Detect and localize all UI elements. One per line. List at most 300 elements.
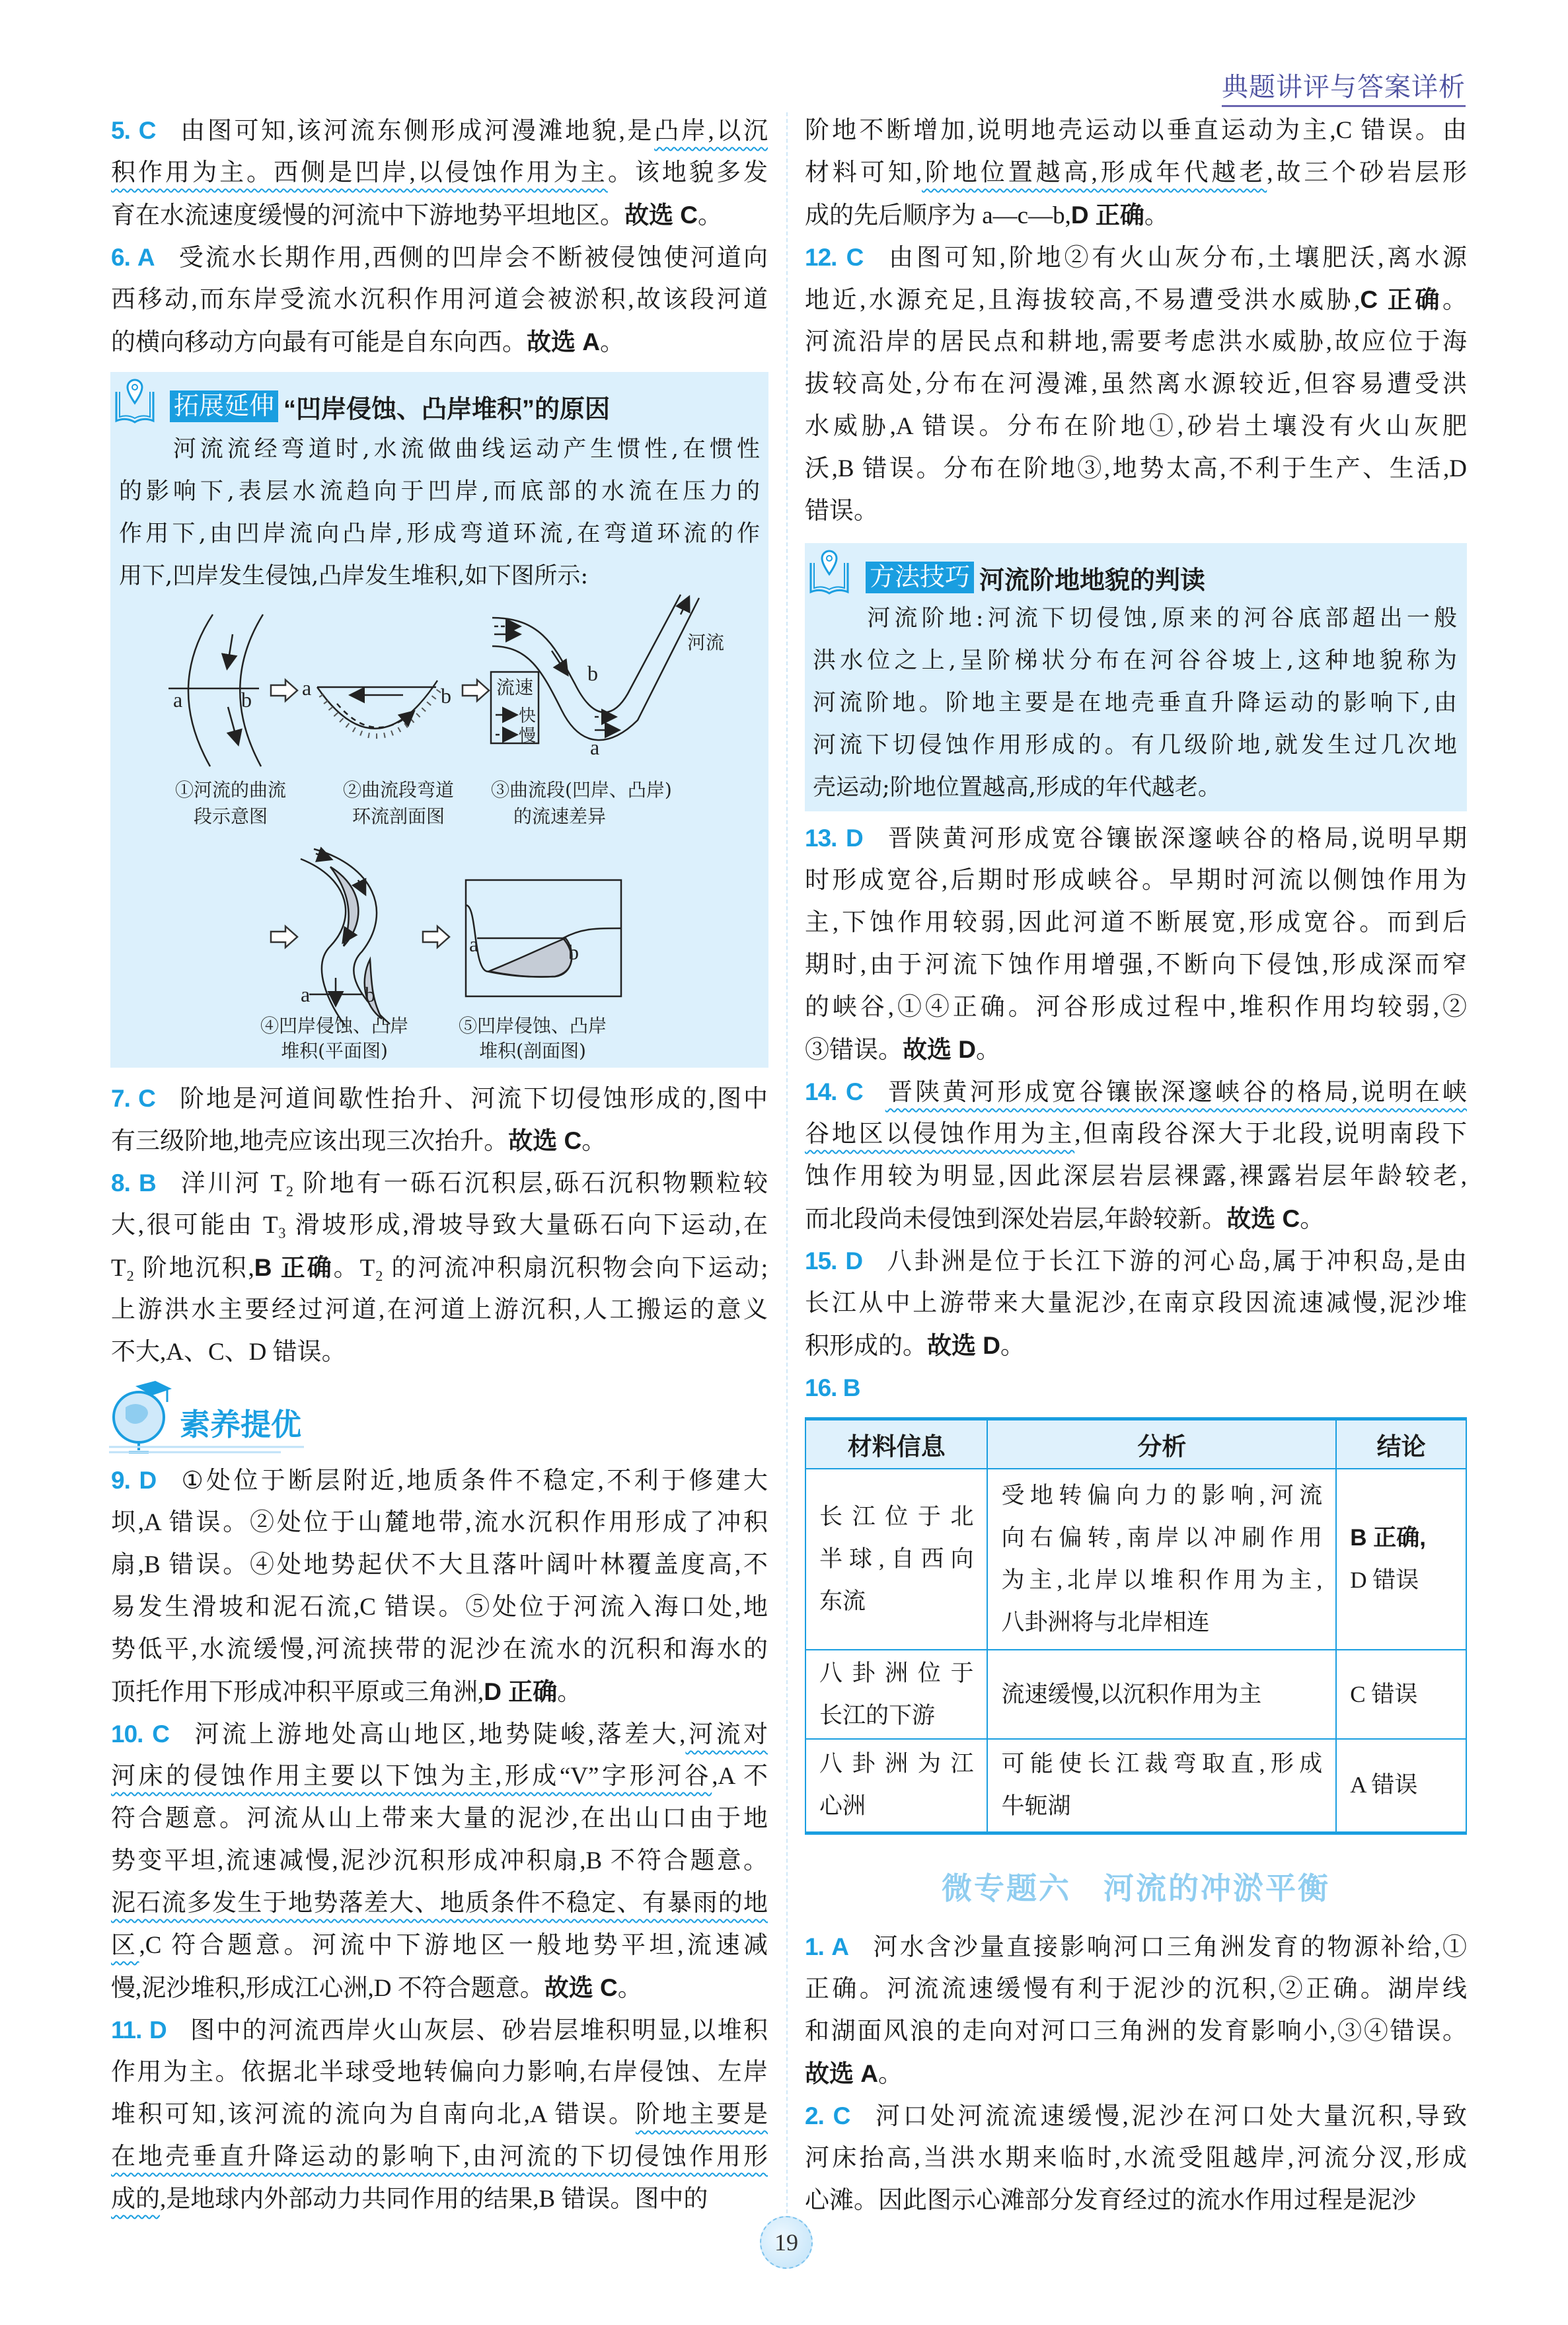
- answer-emphasis: D 正确: [484, 1678, 558, 1705]
- text-line: [111, 1162, 768, 1204]
- extension-body: [119, 428, 760, 597]
- text-run: 图中的河流西岸火山灰层、砂岩层堆积明显,以堆积: [188, 2017, 768, 2044]
- text-run: 洪水位之上,呈阶梯状分布在河谷谷坡上,这种地貌称为: [813, 647, 1457, 674]
- text-run: 由图可知,阶地②有火山灰分布,土壤肥沃,离水源: [885, 244, 1467, 272]
- text-run: 八卦洲位于: [819, 1660, 974, 1686]
- text-run: 阶地不断增加,说明地壳运动以垂直运动为主,C 错误。由: [805, 117, 1467, 144]
- text-run: 长江从中上游带来大量泥沙,在南京段因流速减慢,泥沙堆: [805, 1290, 1467, 1317]
- meander-figure: [110, 581, 768, 1068]
- text-run: D 错误: [1350, 1567, 1419, 1593]
- text-run: ,A 不: [712, 1763, 768, 1790]
- legend-fast: 快: [519, 706, 537, 725]
- text-line: [111, 1798, 768, 1840]
- text-line: [1001, 1743, 1322, 1785]
- text-run: 时形成宽谷,后期时形成峡谷。早期时河流以侧蚀作用为: [805, 867, 1467, 894]
- text-run: 流速缓慢,以沉积作用为主: [1001, 1681, 1262, 1707]
- figure-caption: 段示意图: [193, 805, 268, 827]
- text-line: [805, 448, 1467, 490]
- text-line: [1350, 1559, 1452, 1602]
- text-run: 有三级阶地,地壳应该出现三次抬升。: [111, 1128, 509, 1155]
- text-run: A 错误: [1350, 1772, 1418, 1798]
- answer-q13: [805, 817, 1467, 1071]
- answer-label: 15. D: [805, 1247, 863, 1274]
- text-run: 。: [1442, 287, 1467, 314]
- text-run: 坝,A 错误。②处位于山麓地带,流水沉积作用形成了冲积: [111, 1509, 768, 1536]
- figure-caption: ⑤凹岸侵蚀、凸岸: [458, 1015, 607, 1037]
- text-line: [805, 2053, 1467, 2095]
- answer-q9: [111, 1459, 768, 1713]
- text-run: 心滩。因此图示心滩部分发育经过的流水作用过程是泥沙: [805, 2187, 1416, 2214]
- table-row: [805, 1739, 1466, 1833]
- answer-label: 2. C: [805, 2102, 850, 2129]
- text-run: 洋川河 T₂ 阶地有一砾石沉积层,砾石沉积物颗粒较: [178, 1170, 768, 1197]
- answer-q16: [805, 1367, 1467, 1409]
- text-line: [805, 406, 1467, 448]
- text-run: ,故三个砂岩层形: [1267, 159, 1467, 186]
- text-run: 大,很可能由 T₃ 滑坡形成,滑坡导致大量砾石向下运动,在: [111, 1212, 768, 1239]
- text-run: 顶托作用下形成冲积平原或三角洲,: [111, 1679, 484, 1706]
- extension-tag: 拓展延伸: [170, 390, 278, 422]
- text-run: 堆积可知,该河流的流向为自南向北,A 错误。: [111, 2101, 636, 2128]
- text-line: [111, 1755, 768, 1798]
- text-line: [805, 2137, 1467, 2180]
- book-pin-icon: [809, 548, 850, 596]
- answer-emphasis: B 正确: [254, 1254, 334, 1281]
- text-line: [805, 110, 1467, 152]
- text-run: 受流水长期作用,西侧的凹岸会不断被侵蚀使河道向: [176, 244, 768, 272]
- text-run: 可能使长江裁弯取直,形成: [1001, 1751, 1323, 1777]
- text-line: [819, 1652, 973, 1695]
- analysis-cell: [987, 1739, 1336, 1833]
- text-run: 作用下,由凹岸流向凸岸,形成弯道环流,在弯道环流的作: [119, 521, 760, 547]
- text-line: [805, 1029, 1467, 1071]
- answer-q7: [111, 1078, 768, 1162]
- text-run: 受地转偏向力的影响,河流: [1001, 1483, 1323, 1508]
- text-run: 。: [698, 202, 722, 229]
- figure-label-b: b: [241, 688, 252, 712]
- text-line: [119, 428, 760, 470]
- micro-topic-title: 微专题六 河流的冲淤平衡: [942, 1871, 1330, 1905]
- analysis-cell: [987, 1469, 1336, 1650]
- text-line: [1001, 1674, 1322, 1716]
- answer-label: 16. B: [805, 1374, 860, 1401]
- answer-emphasis: 故选 C: [508, 1127, 582, 1154]
- text-run: 符合题意。河流从山上带来大量的泥沙,在出山口由于地: [111, 1805, 768, 1832]
- text-run: ,C 符合题意。河流中下游地区一般地势平坦,流速减: [139, 1932, 768, 1959]
- answer-label: 8. B: [111, 1169, 156, 1197]
- answer-label: 11. D: [111, 2016, 167, 2044]
- figure-label-a: a: [301, 982, 311, 1006]
- text-run: ,是地球内外部动力共同作用的结果,B 错误。图中的: [160, 2186, 708, 2213]
- text-line: [805, 2095, 1467, 2137]
- analysis-cell: [987, 1650, 1336, 1739]
- text-line: [819, 1538, 973, 1580]
- next-arrow-icon: [423, 926, 449, 947]
- text-line: [111, 1289, 768, 1331]
- answer-label: 5. C: [111, 117, 156, 144]
- text-line: [805, 194, 1467, 237]
- text-run: 长江的下游: [819, 1702, 936, 1728]
- table-row: [805, 1650, 1466, 1739]
- text-run: ①处位于断层附近,地质条件不稳定,不利于修建大: [178, 1467, 768, 1495]
- method-box: [805, 543, 1467, 811]
- text-run: 。: [1000, 1333, 1025, 1360]
- figure-label-b: b: [441, 684, 451, 708]
- text-run: 河口处河流流速缓慢,泥沙在河口处大量沉积,导致: [872, 2103, 1467, 2130]
- text-run: 扇,B 错误。④处地势起伏不大且落叶阔叶林覆盖度高,不: [111, 1551, 768, 1578]
- text-run: 和湖面风浪的走向对河口三角洲的发育影响小,③④错误。: [805, 2018, 1467, 2045]
- text-run: 长江位于北: [819, 1504, 974, 1530]
- text-run: 晋陕黄河形成宽谷镶嵌深邃峡谷的格局,说明早期: [885, 825, 1467, 852]
- figure-label-b: b: [365, 982, 375, 1006]
- text-run: 材料可知,: [805, 159, 922, 186]
- text-line: [111, 2051, 768, 2094]
- answer-label: 7. C: [111, 1085, 155, 1112]
- text-line: [813, 640, 1457, 682]
- key-point-underline: 区: [111, 1932, 139, 1959]
- material-cell: [805, 1739, 987, 1833]
- text-line: [805, 279, 1467, 321]
- text-run: 河流流经弯道时,水流做曲线运动产生惯性,在惯性: [119, 436, 760, 462]
- text-run: 牛轭湖: [1001, 1793, 1071, 1820]
- figure-caption: ④凹岸侵蚀、凸岸: [260, 1015, 409, 1037]
- book-pin-icon: [114, 377, 155, 425]
- figure-label-b: b: [587, 661, 598, 685]
- text-run: T₂ 阶地沉积,: [111, 1255, 254, 1282]
- text-line: [111, 321, 768, 363]
- answer-q8: [111, 1162, 768, 1374]
- text-line: [1350, 1674, 1452, 1716]
- column-header: 分析: [987, 1419, 1336, 1469]
- answer-q6: [111, 237, 768, 363]
- text-line: [111, 1078, 768, 1120]
- text-line: [805, 2011, 1467, 2053]
- text-line: [111, 1882, 768, 1925]
- key-point-underline: 阶地位置越高,形成年代越老: [921, 159, 1267, 186]
- text-run: 。: [1300, 1206, 1325, 1233]
- text-run: 期时,由于河流下蚀作用增强,不断向下侵蚀,形成深而窄: [805, 951, 1467, 978]
- text-line: [111, 2178, 768, 2221]
- key-point-underline: 河床的侵蚀作用主要以下蚀为主,形成“V”字形河谷: [111, 1763, 712, 1790]
- text-run: 心洲: [819, 1793, 866, 1820]
- text-line: [111, 1331, 768, 1374]
- conclusion-cell: [1336, 1739, 1466, 1833]
- text-line: [111, 1840, 768, 1882]
- text-line: [111, 1925, 768, 1967]
- answer-emphasis: 故选 C: [624, 202, 698, 229]
- text-line: [813, 597, 1457, 640]
- answer-label: 6. A: [111, 244, 155, 271]
- text-line: [1001, 1559, 1322, 1602]
- text-line: [819, 1785, 973, 1827]
- text-run: 蚀作用较为明显,因此深层岩层裸露,裸露岩层年龄较老,: [805, 1163, 1467, 1190]
- text-line: [805, 986, 1467, 1029]
- key-point-underline: 成的: [111, 2186, 160, 2213]
- text-line: [805, 321, 1467, 363]
- text-run: 由图可知,该河流东侧形成河漫滩地貌,是: [178, 118, 655, 145]
- text-run: 而北段尚未侵蚀到深处岩层,年龄较新。: [805, 1206, 1227, 1233]
- text-line: [1001, 1517, 1322, 1559]
- answer-emphasis: C 正确: [1360, 286, 1443, 313]
- key-point-underline: 泥石流多发生于地势落差大、地质条件不稳定、有暴雨的地: [111, 1890, 768, 1917]
- text-run: 向右偏转,南岸以冲刷作用: [1001, 1525, 1323, 1551]
- text-run: 用下,凹岸发生侵蚀,凸岸发生堆积,如下图所示:: [119, 563, 589, 589]
- text-run: 河流沿岸的居民点和耕地,需要考虑洪水威胁,故应位于海: [805, 328, 1467, 355]
- text-run: 地近,水源充足,且海拔较高,不易遭受洪水威胁,: [805, 287, 1361, 314]
- answer-label: 14. C: [805, 1078, 863, 1105]
- text-run: 河水含沙量直接影响河口三角洲发育的物源补给,①: [870, 1934, 1467, 1961]
- figure-label-a: a: [302, 676, 312, 700]
- answer-emphasis: 故选 C: [1226, 1205, 1300, 1232]
- text-line: [111, 1586, 768, 1629]
- next-arrow-icon: [463, 680, 489, 701]
- answer-q5: [111, 110, 768, 237]
- text-run: 的横向移动方向最有可能是自东向西。: [111, 329, 527, 356]
- text-run: 。: [581, 1128, 607, 1155]
- q16-analysis-table: [805, 1417, 1467, 1835]
- text-run: 水威胁,A 错误。分布在阶地①,砂岩土壤没有火山灰肥: [805, 413, 1467, 440]
- material-cell: [805, 1469, 987, 1650]
- next-arrow-icon: [271, 680, 297, 701]
- text-run: 河流上游地处高山地区,地势陡峻,落差大,: [191, 1721, 686, 1748]
- extension-box-header: [170, 387, 610, 426]
- text-line: [111, 2009, 768, 2051]
- text-run: 八卦洲将与北岸相连: [1001, 1609, 1210, 1635]
- text-line: [111, 1247, 768, 1289]
- text-line: [111, 237, 768, 279]
- text-run: 不大,A、C、D 错误。: [111, 1339, 346, 1366]
- figure-label-a: a: [173, 688, 183, 712]
- answer-emphasis: 故选 C: [544, 1974, 618, 2001]
- text-run: 。: [976, 1037, 1000, 1064]
- text-line: [1001, 1785, 1322, 1827]
- conclusion-cell: [1336, 1650, 1466, 1739]
- text-run: 的峡谷,①④正确。河谷形成过程中,堆积作用均较弱,②: [805, 994, 1467, 1021]
- text-run: 势变平坦,流速减慢,泥沙沉积形成冲积扇,B 不符合题意。: [111, 1847, 768, 1874]
- key-point-underline: 阶地主要是: [635, 2101, 768, 2128]
- text-line: [111, 2136, 768, 2178]
- text-line: [111, 152, 768, 194]
- text-line: [111, 1629, 768, 1671]
- text-line: [805, 1198, 1467, 1240]
- answer-label: 12. C: [805, 244, 864, 271]
- key-point-underline: 晋陕黄河形成宽谷镶嵌深邃峡谷的格局,说明在峡: [885, 1079, 1467, 1106]
- text-run: 。: [557, 1679, 582, 1706]
- text-run: 八卦洲为江: [819, 1751, 974, 1777]
- text-line: [111, 2094, 768, 2136]
- answer-label: 10. C: [111, 1720, 169, 1748]
- column-divider: [786, 112, 788, 2227]
- text-run: 育在水流速度缓慢的河流中下游地势平坦地区。: [111, 202, 624, 229]
- text-line: [805, 237, 1467, 279]
- text-run: 作用为主。依据北半球受地转偏向力影响,右岸侵蚀、左岸: [111, 2059, 768, 2086]
- text-line: [805, 817, 1467, 860]
- text-run: 上游洪水主要经过河道,在河道上游沉积,人工搬运的意义: [111, 1296, 768, 1323]
- running-title: 典题讲评与答案详析: [1222, 66, 1466, 107]
- text-run: 拔较高处,分布在河漫滩,虽然离水源较近,但容易遭受洪: [805, 371, 1467, 398]
- method-title: 河流阶地地貌的判读: [979, 566, 1206, 595]
- answer-q15: [805, 1240, 1467, 1367]
- column-header: 结论: [1336, 1419, 1466, 1469]
- figure-river-label: 河流: [687, 633, 725, 653]
- text-line: [119, 470, 760, 513]
- text-run: 河流下切侵蚀作用形成的。有几级阶地,就发生过几次地: [813, 732, 1457, 758]
- text-line: [805, 1113, 1467, 1156]
- answer-m2: [805, 2095, 1467, 2222]
- method-box-header: [866, 558, 1205, 597]
- method-body: [813, 597, 1457, 809]
- text-line: [805, 490, 1467, 533]
- material-cell: [805, 1650, 987, 1739]
- text-run: C 错误: [1350, 1681, 1418, 1707]
- figure-label-a: a: [469, 932, 479, 956]
- text-line: [805, 2180, 1467, 2222]
- answer-emphasis: 故选 D: [903, 1036, 976, 1063]
- text-line: [1001, 1602, 1322, 1644]
- text-run: 。该地貌多发: [607, 159, 768, 186]
- answer-label: 13. D: [805, 825, 863, 852]
- text-run: 。: [1144, 202, 1169, 229]
- extension-title: “凹岸侵蚀、凸岸堆积”的原因: [283, 395, 611, 424]
- text-line: [111, 1502, 768, 1544]
- legend-title: 流速: [496, 678, 534, 698]
- answer-q12: [805, 237, 1467, 533]
- text-run: 河流阶地。阶地主要是在地壳垂直升降运动的影响下,由: [813, 690, 1457, 716]
- answer-q11: [111, 2009, 768, 2221]
- answer-q14: [805, 1071, 1467, 1240]
- text-run: 沃,B 错误。分布在阶地③,地势太高,不利于生产、生活,D: [805, 455, 1467, 482]
- text-run: 。T₂ 的河流冲积扇沉积物会向下运动;: [333, 1255, 768, 1282]
- answer-emphasis: 故选 D: [927, 1332, 1000, 1359]
- text-run: 东流: [819, 1588, 866, 1614]
- text-line: [805, 902, 1467, 944]
- figure-label-a: a: [590, 735, 600, 759]
- text-run: 积形成的。: [805, 1333, 927, 1360]
- text-line: [813, 766, 1457, 809]
- figure-5-erosion-section: [466, 880, 621, 996]
- method-tag: 方法技巧: [866, 562, 974, 593]
- text-run: 慢,泥沙堆积,形成江心洲,D 不符合题意。: [111, 1975, 544, 2002]
- page-number: 19: [760, 2216, 813, 2269]
- answer-q11-continued: [805, 110, 1467, 237]
- text-line: [1350, 1517, 1452, 1559]
- key-point-underline: 谷地区以侵蚀作用为主: [805, 1121, 1075, 1148]
- text-line: [805, 1156, 1467, 1198]
- next-arrow-icon: [271, 926, 297, 947]
- text-line: [813, 682, 1457, 724]
- text-run: 成的先后顺序为 a—c—b,: [805, 202, 1071, 229]
- text-run: 。: [878, 2061, 903, 2088]
- figure-2-cross-section: [317, 681, 441, 736]
- conclusion-cell: [1336, 1469, 1466, 1650]
- section-heading-suyang: 素养提优: [180, 1407, 301, 1442]
- figure-caption: ③曲流段(凹岸、凸岸): [491, 779, 672, 801]
- figure-caption: ②曲流段弯道: [342, 779, 455, 801]
- text-run: 河床抬高,当洪水期来临时,水流受阻越岸,河流分汊,形成: [805, 2145, 1467, 2172]
- text-run: 易发生滑坡和泥石流,C 错误。⑤处位于河流入海口处,地: [111, 1594, 768, 1621]
- text-run: 。: [617, 1975, 642, 2002]
- text-line: [805, 1240, 1467, 1282]
- text-line: [111, 1544, 768, 1586]
- text-line: [111, 1459, 768, 1502]
- text-line: [111, 1120, 768, 1162]
- text-run: 西移动,而东岸受流水沉积作用河道会被淤积,故该段河道: [111, 286, 768, 313]
- text-line: [819, 1743, 973, 1785]
- key-point-underline: 凸岸,以沉: [654, 118, 768, 145]
- table-row: [805, 1469, 1466, 1650]
- text-line: [805, 363, 1467, 406]
- text-run: 。: [600, 329, 624, 356]
- text-run: ,但南段谷深大于北段,说明南段下: [1074, 1121, 1467, 1148]
- text-line: [805, 1367, 1467, 1409]
- text-run: ③错误。: [805, 1037, 903, 1064]
- answer-emphasis: 故选 A: [805, 2060, 878, 2087]
- text-line: [111, 279, 768, 321]
- figure-caption: 的流速差异: [513, 805, 607, 827]
- text-run: 的影响下,表层水流趋向于凹岸,而底部的水流在压力的: [119, 478, 760, 505]
- text-line: [805, 1926, 1467, 1968]
- text-run: 八卦洲是位于长江下游的河心岛,属于冲积岛,是由: [885, 1248, 1467, 1275]
- figure-label-b: b: [568, 940, 579, 964]
- text-line: [805, 1071, 1467, 1113]
- extension-box: [110, 372, 768, 1068]
- answer-m1: [805, 1926, 1467, 2095]
- key-point-underline: 河流对: [685, 1721, 768, 1748]
- text-line: [111, 110, 768, 152]
- text-run: 主,下蚀作用较弱,因此河道不断展宽,形成宽谷。而到后: [805, 909, 1467, 936]
- text-line: [119, 513, 760, 555]
- key-point-underline: 积作用为主。西侧是凹岸,以侵蚀作用为主: [111, 159, 608, 186]
- text-line: [805, 1968, 1467, 2011]
- text-line: [805, 944, 1467, 986]
- figure-caption: 堆积(剖面图): [479, 1040, 586, 1062]
- text-run: 河流阶地:河流下切侵蚀,原来的河谷底部超出一般: [813, 605, 1457, 632]
- answer-q10: [111, 1713, 768, 2009]
- legend-slow: 慢: [519, 726, 537, 745]
- text-run: 正确。河流流速缓慢有利于泥沙的沉积,②正确。湖岸线: [805, 1975, 1467, 2003]
- column-header: 材料信息: [805, 1419, 987, 1469]
- text-line: [819, 1695, 973, 1737]
- text-line: [1350, 1764, 1452, 1806]
- text-line: [111, 1713, 768, 1755]
- text-run: 错误。: [805, 498, 878, 525]
- text-run: 半球,自西向: [819, 1546, 974, 1572]
- text-line: [111, 1967, 768, 2009]
- answer-label: 1. A: [805, 1933, 848, 1960]
- text-line: [111, 1671, 768, 1713]
- text-run: 为主,北岸以堆积作用为主,: [1001, 1567, 1323, 1593]
- text-line: [1001, 1475, 1322, 1517]
- text-line: [805, 1325, 1467, 1367]
- text-run: 势低平,水流缓慢,河流挟带的泥沙在流水的沉积和海水的: [111, 1636, 768, 1663]
- text-line: [805, 1282, 1467, 1325]
- text-line: [813, 724, 1457, 766]
- text-line: [805, 152, 1467, 194]
- answer-label: 9. D: [111, 1467, 157, 1494]
- text-run: 阶地是河道间歇性抬升、河流下切侵蚀形成的,图中: [177, 1086, 768, 1113]
- answer-emphasis: 故选 A: [527, 328, 600, 355]
- text-line: [111, 1204, 768, 1247]
- text-run: 壳运动;阶地位置越高,形成的年代越老。: [813, 774, 1221, 801]
- figure-4-erosion-plan: [301, 849, 390, 1025]
- key-point-underline: 在地壳垂直升降运动的影响下,由河流的下切侵蚀作用形: [111, 2143, 768, 2170]
- figure-caption: ①河流的曲流: [174, 779, 287, 801]
- figure-caption: 堆积(平面图): [281, 1040, 388, 1062]
- table-header-row: [805, 1419, 1466, 1469]
- text-line: [819, 1580, 973, 1623]
- text-line: [805, 860, 1467, 902]
- answer-emphasis: B 正确,: [1350, 1525, 1427, 1551]
